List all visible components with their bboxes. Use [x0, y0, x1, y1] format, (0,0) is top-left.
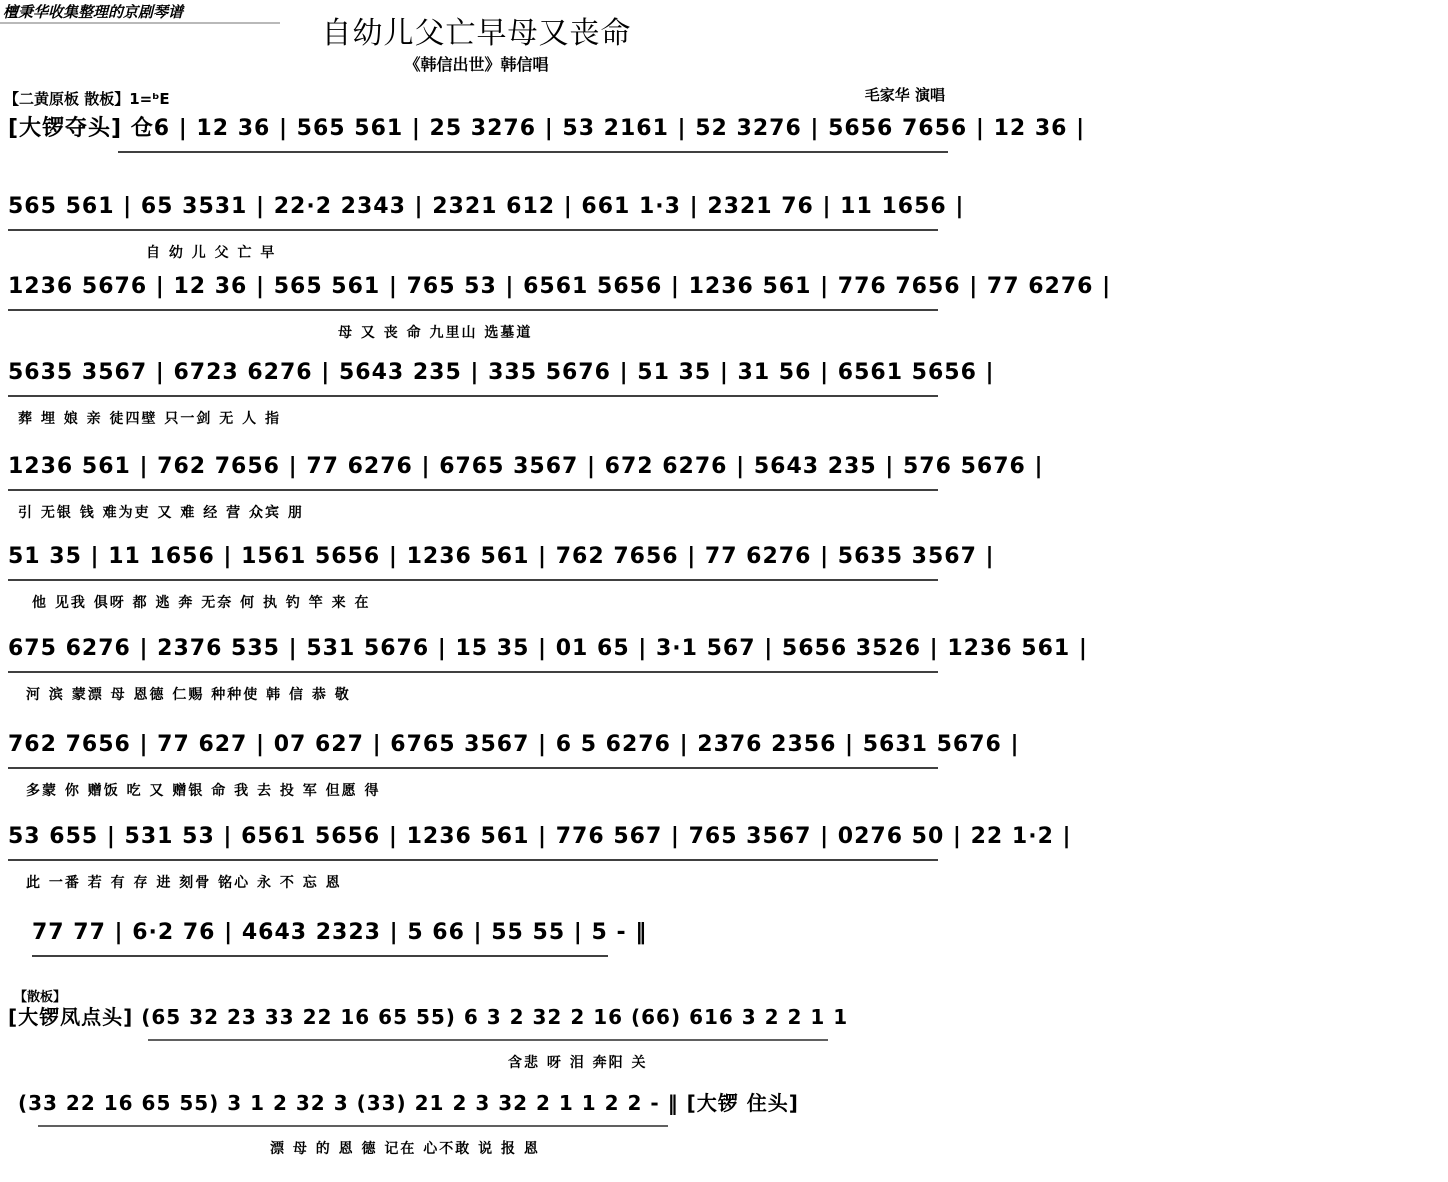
score-line: [8, 820, 1072, 916]
notation: [大锣夺头] 仓6 | 12 36 | 565 561 | 25 3276 | 53 2161 | 52 3276 | 5656 7656 | 12 36 |: [8, 116, 1086, 141]
score-line: [8, 728, 1020, 824]
notation: 675 6276 | 2376 535 | 531 5676 | 15 35 | 01 65 | 3·1 567 | 5656 3526 | 1236 561 |: [8, 636, 1088, 661]
underline-marks: [8, 226, 948, 238]
underline-marks: [8, 148, 948, 160]
lyrics: 葬 埋 娘 亲 徒四壁 只一剑 无 人 指: [18, 411, 281, 427]
underline-marks: [8, 306, 948, 318]
score-line: [8, 632, 1088, 728]
notation: 565 561 | 65 3531 | 22·2 2343 | 2321 612 | 661 1·3 | 2321 76 | 11 1656 |: [8, 194, 965, 219]
lyrics: 引 无银 钱 难为吏 又 难 经 营 众宾 朋: [18, 505, 304, 521]
lyrics: 多蒙 你 赠饭 吃 又 赠银 命 我 去 投 军 但愿 得: [26, 783, 381, 799]
score-line: [8, 450, 1044, 546]
key-signature: 【二黄原板 散板】1=ᵇE: [4, 90, 170, 108]
lyrics: 漂 母 的 恩 德 记在 心不敢 说 报 恩: [270, 1141, 540, 1157]
notation: 762 7656 | 77 627 | 07 627 | 6765 3567 | 6 5 6276 | 2376 2356 | 5631 5676 |: [8, 732, 1020, 757]
notation: 5635 3567 | 6723 6276 | 5643 235 | 335 5676 | 51 35 | 31 56 | 6561 5656 |: [8, 360, 995, 385]
notation: 53 655 | 531 53 | 6561 5656 | 1236 561 | 776 567 | 765 3567 | 0276 50 | 22 1·2 |: [8, 824, 1072, 849]
notation: 77 77 | 6·2 76 | 4643 2323 | 5 66 | 55 55 | 5 - ‖: [32, 920, 648, 945]
score-line: [8, 1086, 948, 1182]
source-label: 檀秉华收集整理的京剧琴谱: [0, 0, 280, 24]
underline-marks: [8, 486, 948, 498]
underline-marks: [8, 856, 948, 868]
underline-marks: [8, 392, 948, 404]
score-line: [8, 916, 948, 1012]
underline-marks: [8, 576, 948, 588]
score-line: [8, 540, 995, 636]
performer: 毛家华 演唱: [864, 86, 945, 104]
notation: [大锣凤点头] (65 32 23 33 22 16 65 55) 6 3 2 32 2 16 (66) 616 3 2 2 1 1: [8, 1005, 849, 1029]
song-title: 自幼儿父亡早母又丧命: [321, 16, 632, 51]
underline-marks: [8, 952, 948, 964]
underline-marks: [8, 1036, 948, 1048]
notation: 1236 561 | 762 7656 | 77 6276 | 6765 3567 | 672 6276 | 5643 235 | 576 5676 |: [8, 454, 1044, 479]
notation: 1236 5676 | 12 36 | 565 561 | 765 53 | 6561 5656 | 1236 561 | 776 7656 | 77 6276 |: [8, 274, 1112, 299]
lyrics: 河 滨 蒙漂 母 恩德 仁赐 种种使 韩 信 恭 敬: [26, 687, 351, 703]
lyrics: 此 一番 若 有 存 进 刻骨 铭心 永 不 忘 恩: [26, 875, 342, 891]
notation: 51 35 | 11 1656 | 1561 5656 | 1236 561 | 762 7656 | 77 6276 | 5635 3567 |: [8, 544, 995, 569]
score-line: [8, 270, 1112, 366]
score-line: [8, 356, 995, 452]
lyrics: 自 幼 儿 父 亡 早: [146, 245, 277, 261]
underline-marks: [8, 668, 948, 680]
lyrics: 他 见我 俱呀 都 逃 奔 无奈 何 执 钓 竿 来 在: [32, 595, 371, 611]
score-line: [8, 1000, 948, 1096]
underline-marks: [8, 764, 948, 776]
sanban-label: 【散板】: [14, 990, 67, 1005]
lyrics: 母 又 丧 命 九里山 选墓道: [338, 325, 533, 341]
underline-marks: [8, 1122, 948, 1134]
lyrics: 含悲 呀 泪 奔阳 关: [508, 1055, 648, 1071]
notation: (33 22 16 65 55) 3 1 2 32 3 (33) 21 2 3 32 2 1 1 2 2 - ‖ [大锣 住头]: [18, 1091, 799, 1115]
song-subtitle: 《韩信出世》韩信唱: [404, 55, 549, 74]
